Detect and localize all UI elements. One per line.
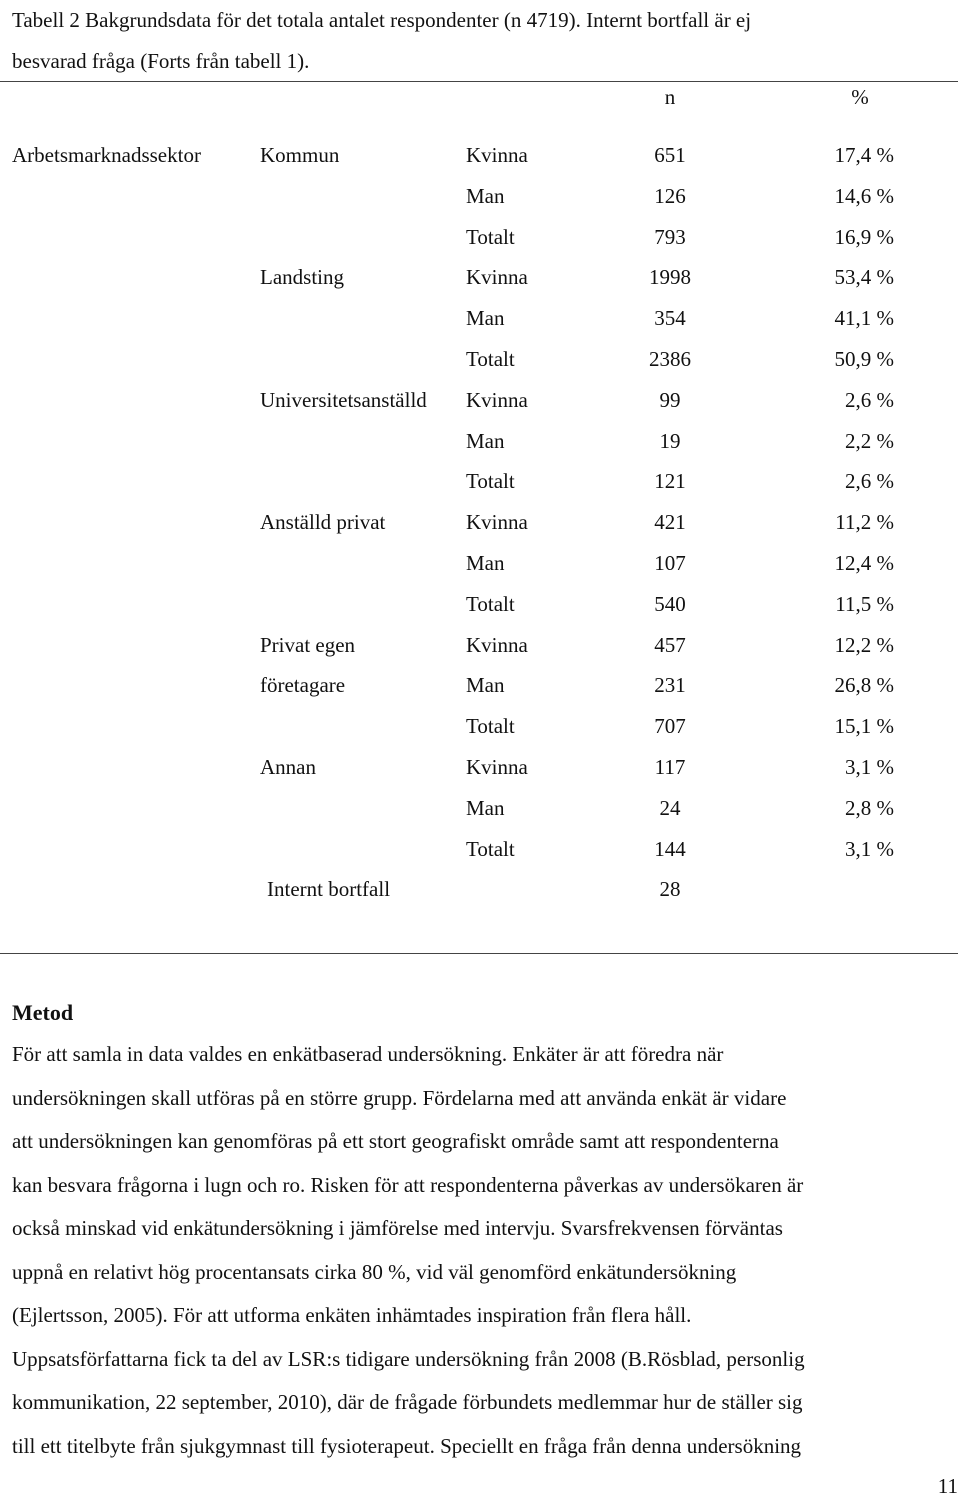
gender-cell: Kvinna [466, 755, 528, 779]
paragraph-line: kommunikation, 22 september, 2010), där de frågade förbundets medlemmar hur de ställer sig [12, 1390, 803, 1414]
paragraph-line: (Ejlertsson, 2005). För att utforma enkäten inhämtades inspiration från flera håll. [12, 1303, 692, 1327]
caption-line: besvarad fråga (Forts från tabell 1). [12, 49, 310, 73]
percent-cell: 2,6 % [845, 387, 894, 412]
dropout-count: 28 [659, 877, 681, 902]
group-label: Universitetsanställd [260, 387, 427, 412]
column-header-percent: % [851, 85, 869, 109]
count-cell: 793 [654, 224, 686, 249]
count-cell: 24 [659, 795, 681, 820]
percent-cell: 12,4 % [834, 551, 894, 575]
percent-cell: 50,9 % [834, 347, 894, 371]
count-cell: 540 [654, 591, 686, 616]
column-header-n: n [664, 85, 676, 109]
percent-cell: 16,9 % [834, 224, 894, 249]
paragraph-line: undersökningen skall utföras på en större grupp. Fördelarna med att använda enkät är vidare [12, 1085, 787, 1110]
gender-cell: Man [466, 795, 505, 820]
percent-cell: 2,6 % [845, 469, 894, 494]
body-paragraph [12, 1033, 960, 1468]
count-cell: 2386 [649, 347, 691, 371]
count-cell: 1998 [649, 265, 691, 290]
gender-cell: Kvinna [466, 143, 528, 167]
paragraph-line: uppnå en relativt hög procentansats cirka 80 %, vid väl genomförd enkätundersökning [12, 1259, 737, 1284]
count-cell: 457 [654, 632, 686, 657]
dropout-label: Internt bortfall [267, 877, 391, 902]
count-cell: 231 [654, 673, 686, 698]
count-cell: 117 [654, 755, 686, 779]
percent-cell: 41,1 % [834, 306, 894, 331]
percent-cell: 3,1 % [845, 836, 894, 861]
group-label: Annan [260, 755, 316, 779]
paragraph-line: Uppsatsförfattarna fick ta del av LSR:s tidigare undersökning från 2008 (B.Rösblad, personlig [12, 1346, 805, 1371]
percent-cell: 26,8 % [834, 673, 894, 698]
table-bottom-rule [0, 953, 958, 954]
percent-cell: 11,2 % [835, 510, 894, 535]
percent-cell: 15,1 % [834, 714, 894, 739]
gender-cell: Totalt [466, 469, 515, 494]
group-label: Landsting [260, 265, 344, 290]
gender-cell: Totalt [466, 224, 515, 249]
section-heading: Metod [12, 1000, 74, 1025]
count-cell: 19 [659, 428, 681, 453]
row-header-sector: Arbetsmarknadssektor [12, 143, 201, 167]
gender-cell: Totalt [466, 591, 515, 616]
table-caption [12, 0, 952, 82]
gender-cell: Kvinna [466, 387, 528, 412]
gender-cell: Totalt [466, 714, 515, 739]
group-label: Anställd privat [260, 510, 386, 535]
page-number: 11 [937, 1474, 958, 1498]
gender-cell: Kvinna [466, 632, 528, 657]
gender-cell: Man [466, 673, 505, 698]
gender-cell: Totalt [466, 347, 515, 371]
count-cell: 121 [654, 469, 686, 494]
paragraph-line: till ett titelbyte från sjukgymnast till fysioterapeut. Speciellt en fråga från denna undersökning [12, 1433, 802, 1458]
group-label: Kommun [260, 143, 340, 167]
group-label: Privat egen [260, 632, 356, 657]
count-cell: 707 [654, 714, 686, 739]
paragraph-line: För att samla in data valdes en enkätbaserad undersökning. Enkäter är att föredra när [12, 1042, 724, 1066]
gender-cell: Man [466, 183, 505, 208]
count-cell: 107 [654, 551, 686, 575]
paragraph-line: kan besvara frågorna i lugn och ro. Risken för att respondenterna påverkas av undersökaren är [12, 1172, 804, 1197]
percent-cell: 2,8 % [845, 795, 894, 820]
count-cell: 421 [654, 510, 686, 535]
count-cell: 126 [654, 183, 686, 208]
count-cell: 99 [659, 387, 681, 412]
gender-cell: Man [466, 551, 505, 575]
percent-cell: 2,2 % [845, 428, 894, 453]
percent-cell: 11,5 % [835, 591, 894, 616]
gender-cell: Totalt [466, 836, 515, 861]
paragraph-line: också minskad vid enkätundersökning i jämförelse med intervju. Svarsfrekvensen förväntas [12, 1216, 783, 1240]
count-cell: 354 [654, 306, 686, 331]
gender-cell: Kvinna [466, 510, 528, 535]
table-top-rule [0, 81, 958, 82]
count-cell: 144 [654, 836, 686, 861]
percent-cell: 12,2 % [834, 632, 894, 657]
percent-cell: 53,4 % [834, 265, 894, 290]
percent-cell: 3,1 % [845, 755, 894, 779]
percent-cell: 14,6 % [834, 183, 894, 208]
percent-cell: 17,4 % [834, 143, 894, 167]
caption-line: Tabell 2 Bakgrundsdata för det totala antalet respondenter (n 4719). Internt bortfall är ej [12, 8, 752, 32]
gender-cell: Man [466, 428, 505, 453]
gender-cell: Kvinna [466, 265, 528, 290]
gender-cell: Man [466, 306, 505, 331]
paragraph-line: att undersökningen kan genomföras på ett stort geografiskt område samt att respondenterna [12, 1129, 779, 1153]
count-cell: 651 [654, 143, 686, 167]
group-label-continued: företagare [260, 673, 346, 698]
